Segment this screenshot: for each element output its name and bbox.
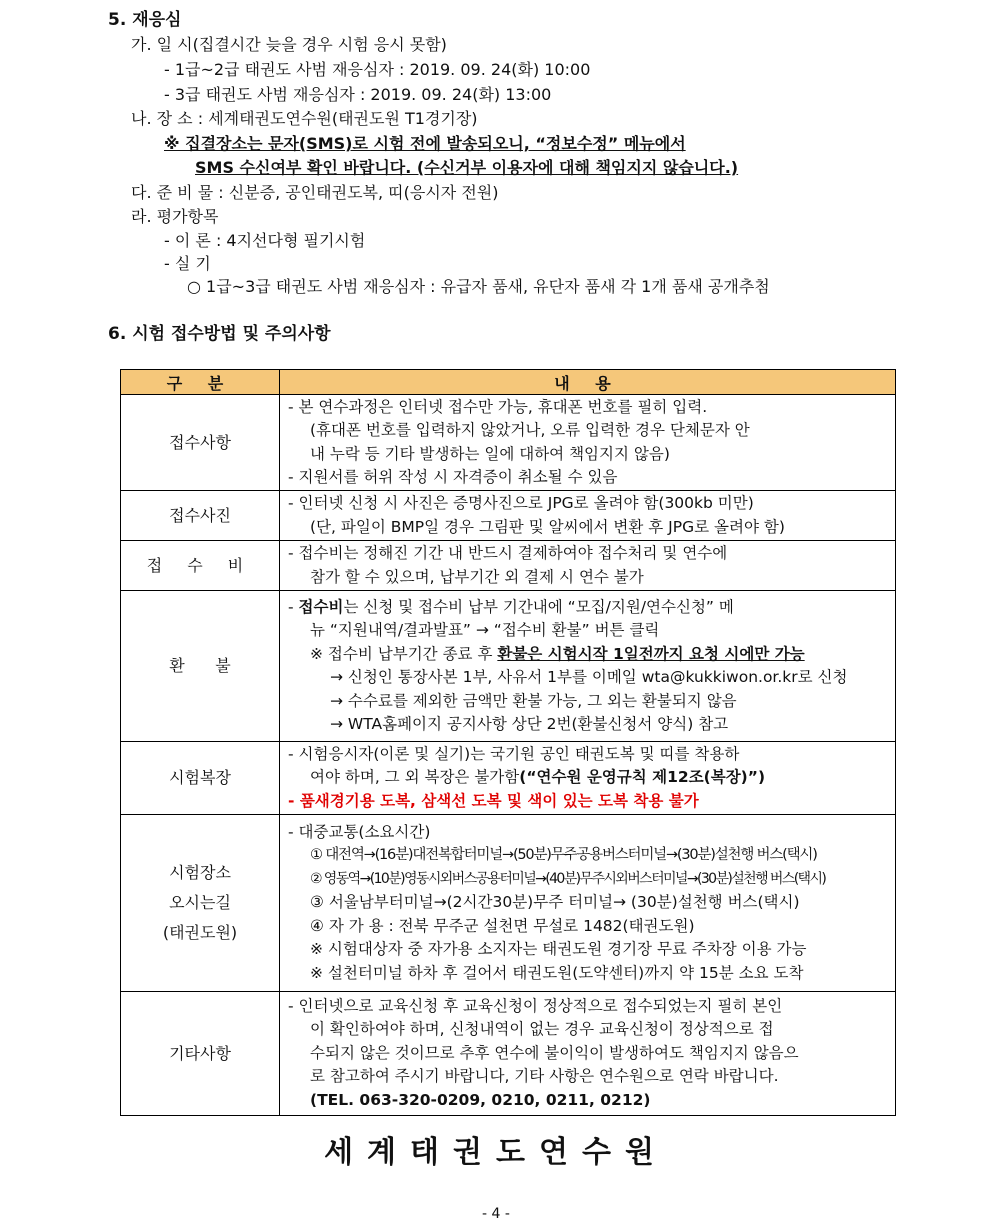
prep-items: 다. 준 비 물 : 신분증, 공인태권도복, 띠(응시자 전원) [131, 183, 499, 202]
row-category: 시험복장 [121, 742, 280, 815]
row-category: 접수사진 [121, 491, 280, 541]
content-line: 내 누락 등 기타 발생하는 일에 대하여 책임지지 않음) [310, 444, 670, 463]
content-line: 뉴 “지원내역/결과발표” → “접수비 환불” 버튼 클릭 [310, 621, 660, 639]
content-line: → 수수료를 제외한 금액만 환불 가능, 그 외는 환불되지 않음 [330, 691, 737, 710]
table-row [121, 992, 896, 1116]
row-category: 접 수 비 [121, 541, 280, 591]
table-row [121, 815, 896, 992]
content-line: ※ 시험대상자 중 자가용 소지자는 태권도원 경기장 무료 주차장 이용 가능 [310, 940, 807, 959]
header-category: 구 분 [121, 370, 280, 395]
table-row [121, 742, 896, 815]
content-line: 로 참고하여 주시기 바랍니다, 기타 사항은 연수원으로 연락 바랍니다. [310, 1067, 779, 1086]
content-line: - 시험응시자(이론 및 실기)는 국기원 공인 태권도복 및 띠를 착용하 [288, 744, 740, 763]
content-line: - 접수비는 신청 및 접수비 납부 기간내에 “모집/지원/연수신청” 메 [288, 597, 734, 616]
refund-bold-term: 접수비 [298, 597, 344, 616]
content-line: - 인터넷으로 교육신청 후 교육신청이 정상적으로 접수되었는지 필히 본인 [288, 996, 783, 1015]
row-category [121, 815, 280, 992]
refund-line-1: 는 신청 및 접수비 납부 기간내에 “모집/지원/연수신청” 메 [343, 597, 734, 616]
page-number: - 4 - [482, 1206, 510, 1222]
category-line: 시험장소 [169, 863, 231, 882]
attire-rule-ref: (“연수원 운영규칙 제12조(복장)”) [519, 768, 766, 787]
content-line: 수되지 않은 것이므로 추후 연수에 불이익이 발생하여도 책임지지 않음으 [310, 1043, 799, 1062]
refund-note-emphasis: 환불은 시험시작 1일전까지 요청 시에만 가능 [497, 644, 805, 663]
table-row [121, 491, 896, 541]
content-line: 참가 할 수 있으며, 납부기간 외 결제 시 연수 불가 [310, 567, 644, 586]
section-5-title: 5. 재응심 [108, 10, 182, 30]
content-line: - 접수비는 정해진 기간 내 반드시 결제하여야 접수처리 및 연수에 [288, 544, 728, 562]
sms-notice-line-1: ※ 집결장소는 문자(SMS)로 시험 전에 발송되오니, “정보수정” 메뉴에서 [164, 134, 686, 153]
place-label: 나. 장 소 : 세계태권도연수원(태권도원 T1경기장) [131, 109, 478, 128]
content-line: ④ 자 가 용 : 전북 무주군 설천면 무설로 1482(태권도원) [310, 916, 695, 935]
row-content [280, 395, 896, 491]
table-row [121, 395, 896, 491]
content-line: 이 확인하여야 하며, 신청내역이 없는 경우 교육신청이 정상적으로 접 [310, 1020, 774, 1039]
category-line: (태권도원) [162, 923, 238, 942]
eval-practice: - 실 기 [164, 254, 211, 273]
eval-label: 라. 평가항목 [131, 207, 219, 226]
content-line: (단, 파일이 BMP일 경우 그림판 및 알씨에서 변환 후 JPG로 올려야 함) [310, 517, 785, 536]
content-line: - 지원서를 허위 작성 시 자격증이 취소될 수 있음 [288, 468, 618, 486]
row-category: 환 불 [121, 591, 280, 742]
row-category: 접수사항 [121, 395, 280, 491]
row-content [280, 491, 896, 541]
content-line: ③ 서울남부터미널→(2시간30분)무주 터미널→ (30분)설천행 버스(택시) [310, 893, 800, 912]
content-line: ② 영동역→(10분)영동시외버스공용터미널→(40분)무주시외버스터미널→(30분)설천행 버스(택시) [310, 870, 826, 887]
table-row [121, 591, 896, 742]
content-line: - 대중교통(소요시간) [288, 822, 431, 841]
content-line [288, 643, 887, 667]
content-line: ① 대전역→(16분)대전복합터미널→(50분)무주공용버스터미널→(30분)설천행 버스(택시) [310, 847, 817, 864]
content-line: ※ 설천터미널 하차 후 걸어서 태권도원(도약센터)까지 약 15분 소요 도착 [310, 963, 804, 982]
content-line: (휴대폰 번호를 입력하지 않았거나, 오류 입력한 경우 단체문자 안 [310, 421, 750, 439]
row-content [280, 742, 896, 815]
date-label: 가. 일 시(집결시간 늦을 경우 시험 응시 못함) [131, 35, 447, 54]
content-line: - 본 연수과정은 인터넷 접수만 가능, 휴대폰 번호를 필히 입력. [288, 397, 708, 416]
category-line: 오시는길 [169, 893, 231, 912]
table-header-row [121, 370, 896, 395]
eval-theory: - 이 론 : 4지선다형 필기시험 [164, 231, 366, 250]
content-line: → WTA홈페이지 공지사항 상단 2번(환불신청서 양식) 참고 [330, 715, 729, 733]
attire-warning: - 품새경기용 도복, 삼색선 도복 및 색이 있는 도복 착용 불가 [288, 791, 699, 810]
contact-tel: (TEL. 063-320-0209, 0210, 0211, 0212) [310, 1090, 651, 1109]
row-content [280, 591, 896, 742]
date-item-1: - 1급~2급 태권도 사범 재응심자 : 2019. 09. 24(화) 10:00 [164, 60, 591, 79]
content-line: - 인터넷 신청 시 사진은 증명사진으로 JPG로 올려야 함(300kb 미만) [288, 494, 754, 512]
row-content [280, 541, 896, 591]
refund-note-prefix: ※ 접수비 납부기간 종료 후 [310, 644, 498, 663]
attire-line-2: 여야 하며, 그 외 복장은 불가함 [310, 768, 520, 787]
row-content [280, 815, 896, 992]
section-6-title: 6. 시험 접수방법 및 주의사항 [108, 324, 331, 344]
date-item-2: - 3급 태권도 사범 재응심자 : 2019. 09. 24(화) 13:00 [164, 85, 552, 104]
row-category: 기타사항 [121, 992, 280, 1116]
sms-notice-line-2: SMS 수신여부 확인 바랍니다. (수신거부 이용자에 대해 책임지지 않습니다.) [195, 158, 739, 177]
table-row [121, 541, 896, 591]
registration-table [120, 369, 896, 1116]
header-content: 내 용 [280, 370, 896, 395]
content-line: → 신청인 통장사본 1부, 사유서 1부를 이메일 wta@kukkiwon.or.kr로 신청 [330, 668, 848, 686]
content-line [288, 766, 887, 790]
organization-title: 세계태권도연수원 [324, 1135, 668, 1170]
row-content [280, 992, 896, 1116]
eval-practice-item: ○ 1급~3급 태권도 사범 재응심자 : 유급자 품새, 유단자 품새 각 1개 품새 공개추첨 [187, 277, 770, 296]
